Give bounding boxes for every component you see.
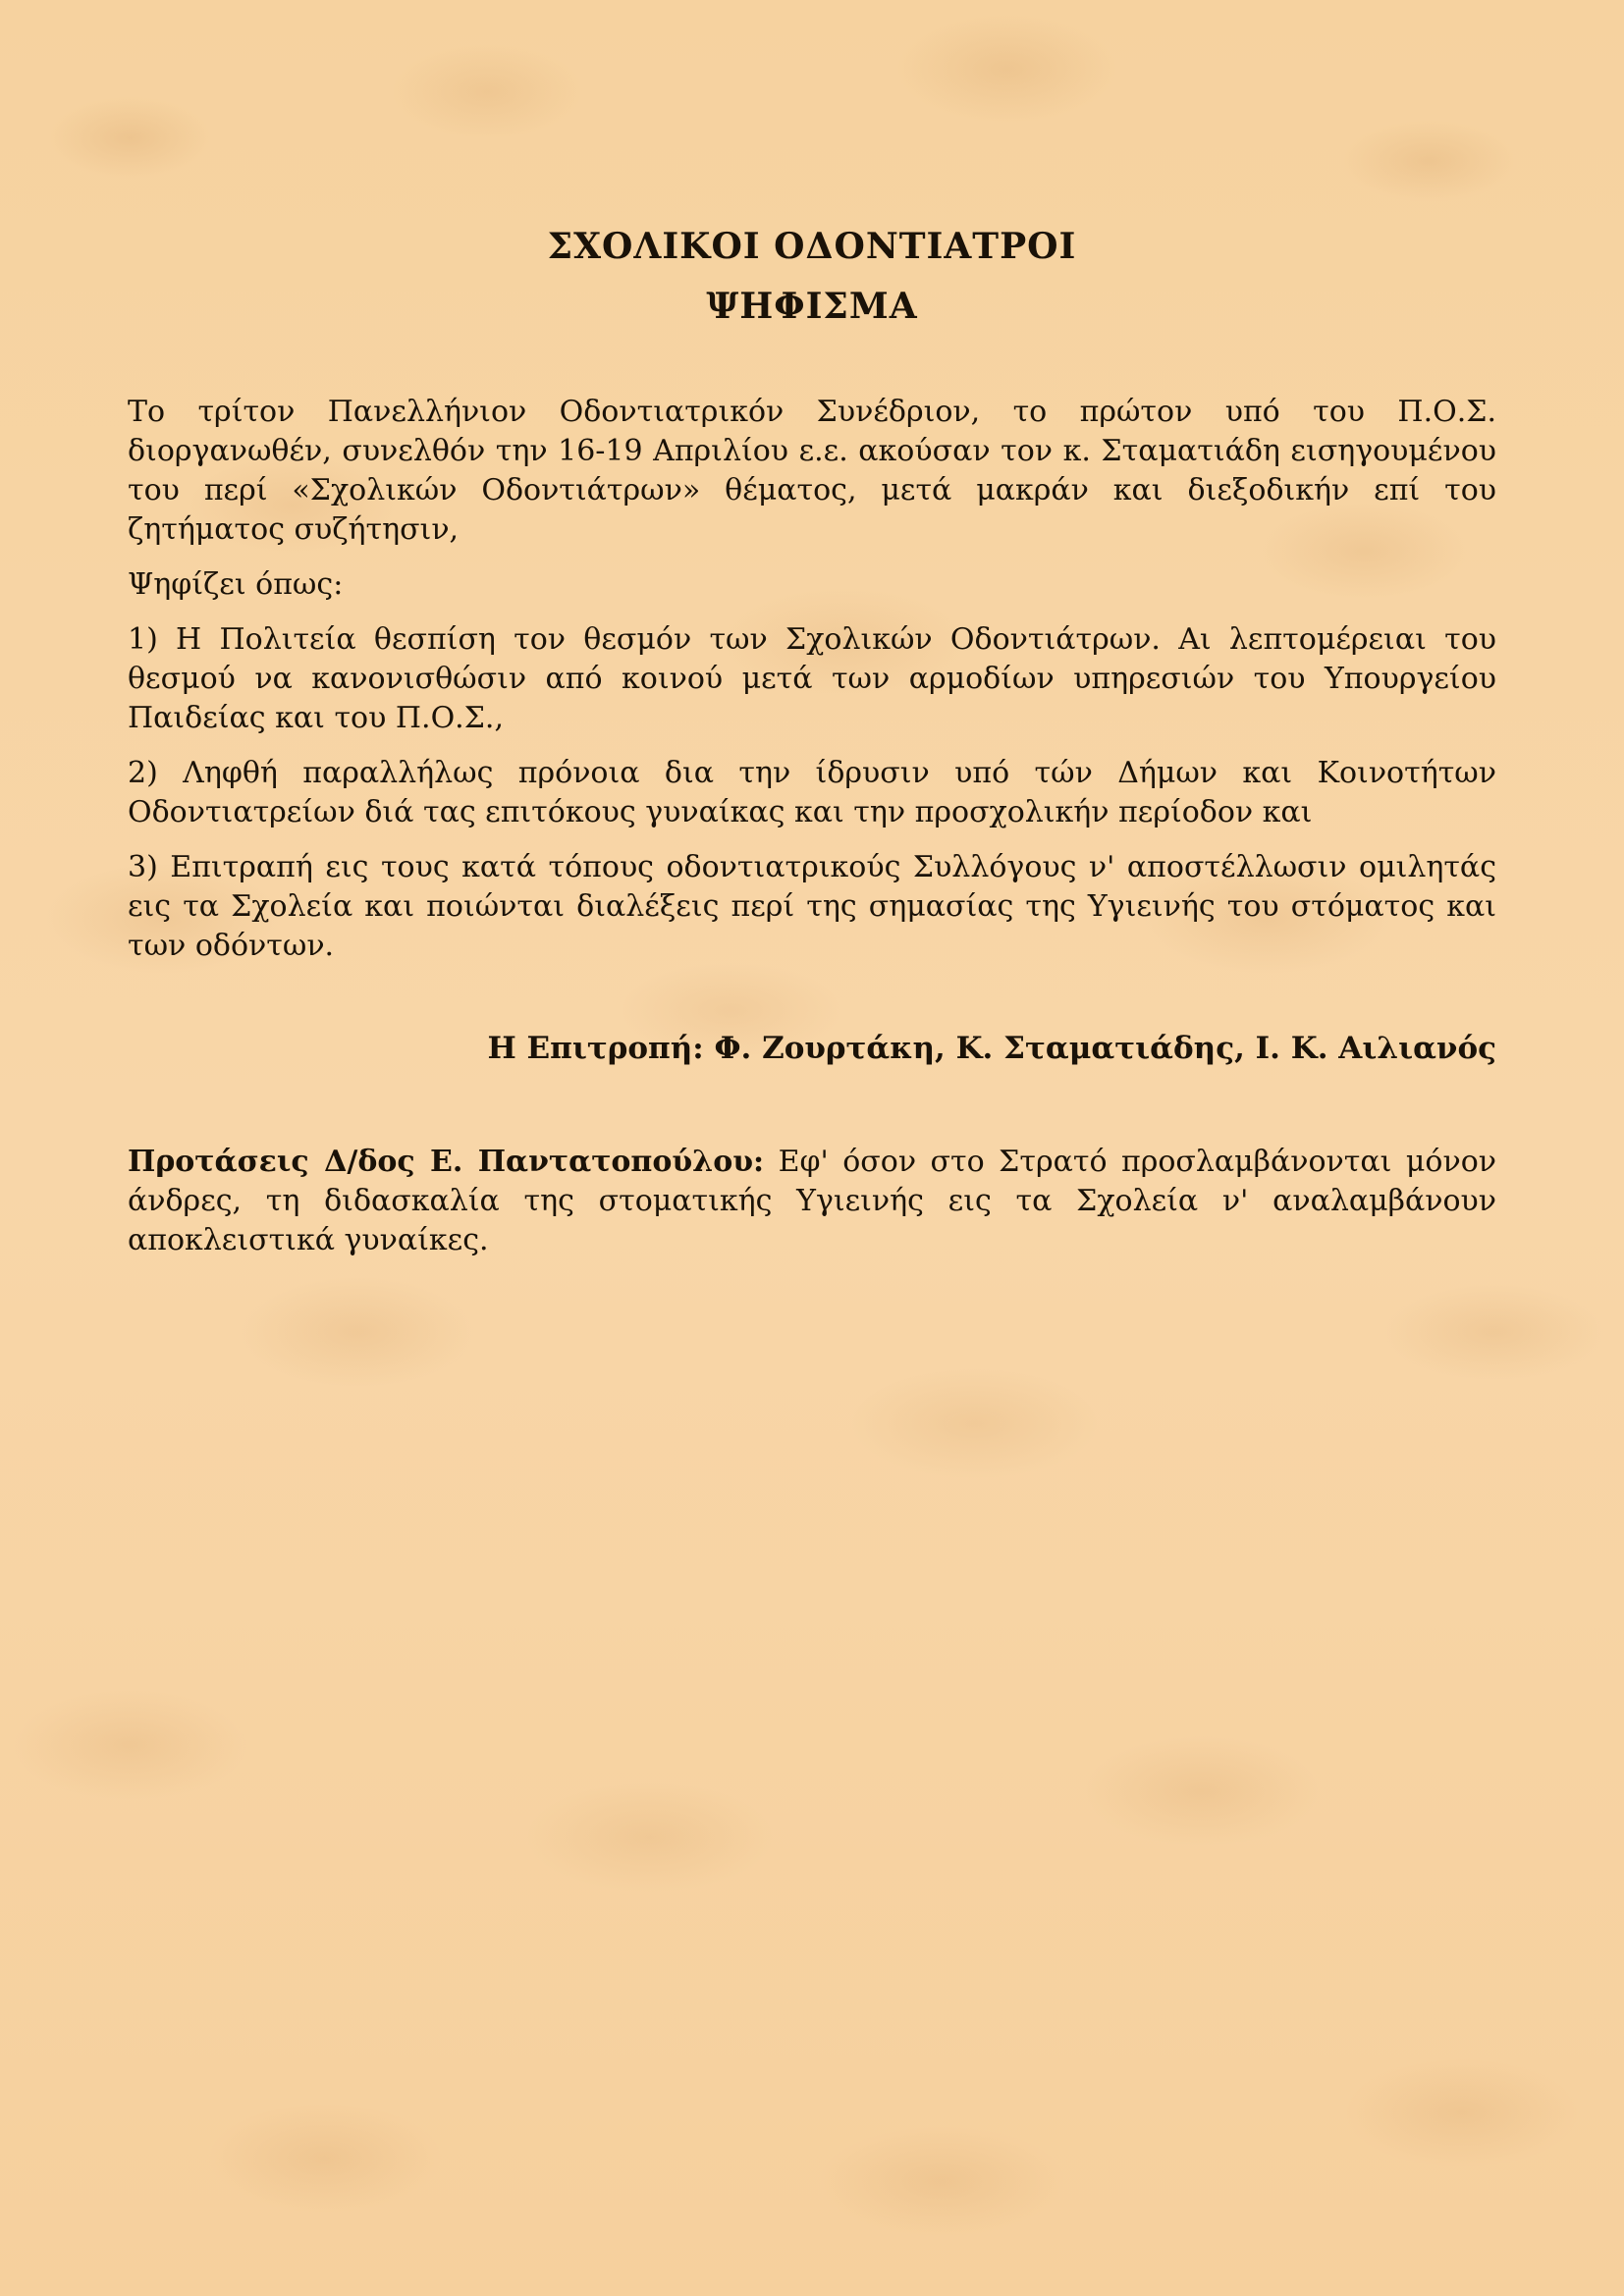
intro-paragraph: Το τρίτον Πανελλήνιον Οδοντιατρικόν Συνέδριον, το πρώτον υπό του Π.Ο.Σ. διοργανωθέν, συνελθόν την 16-19 Απριλίου ε.ε. ακούσαν τον κ. Σταματιάδη εισηγουμένου του περί «Σχολικών Οδοντιάτρων» θέματος, μετά μακράν και διεξοδικήν επί του ζητήματος συζήτησιν,: [128, 395, 1496, 548]
proposals-text: Εφ' όσον στο Στρατό προσλαμβάνονται μόνον άνδρες, τη διδασκαλία της στοματικής Υγιεινής εις τα Σχολεία ν' αναλαμβάνουν αποκλειστικά γυναίκες.: [128, 1145, 1496, 1258]
committee-signature: Η Επιτροπή: Φ. Ζουρτάκη, Κ. Σταματιάδης, Ι. Κ. Αιλιανός: [487, 1031, 1496, 1067]
page-subtitle: ΨΗΦΙΣΜΑ: [706, 286, 918, 328]
page-title: ΣΧΟΛΙΚΟΙ ΟΔΟΝΤΙΑΤΡΟΙ: [547, 226, 1077, 267]
proposals-paragraph: [128, 1143, 1496, 1260]
resolution-lead: Ψηφίζει όπως:: [128, 567, 344, 603]
document-page: [128, 216, 1496, 1276]
resolution-item-2: 2) Ληφθή παραλλήλως πρόνοια δια την ίδρυσιν υπό τών Δήμων και Κοινοτήτων Οδοντιατρείων διά τας επιτόκους γυναίκας και την προσχολικήν περίοδον και: [128, 756, 1496, 830]
proposals-lead: Προτάσεις Δ/δος Ε. Παντατοπούλου:: [128, 1145, 765, 1180]
document-body: [128, 393, 1496, 966]
resolution-item-1: 1) Η Πολιτεία θεσπίση τον θεσμόν των Σχολικών Οδοντιάτρων. Αι λεπτομέρειαι του θεσμού να κανονισθώσιν από κοινού μετά των αρμοδίων υπηρεσιών του Υπουργείου Παιδείας και του Π.Ο.Σ.,: [128, 622, 1496, 736]
resolution-item-3: 3) Επιτραπή εις τους κατά τόπους οδοντιατρικούς Συλλόγους ν' αποστέλλωσιν ομιλητάς εις τα Σχολεία και ποιώνται διαλέξεις περί της σημασίας της Υγιεινής του στόματος και των οδόντων.: [128, 850, 1496, 964]
